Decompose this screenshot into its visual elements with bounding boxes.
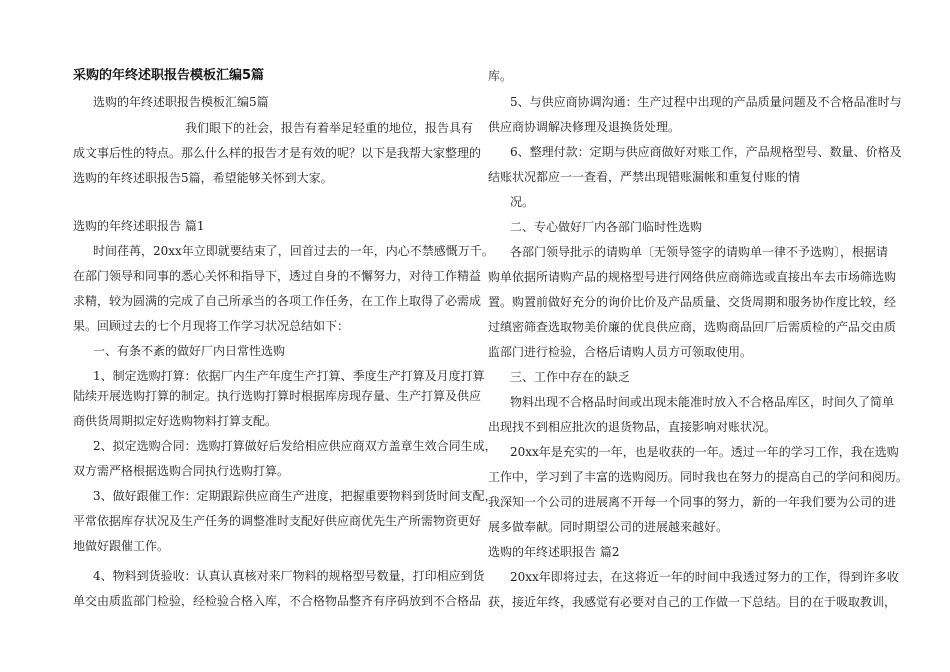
body-line: 在部门领导和同事的悉心关怀和指导下，透过自身的不懈努力，对待工作精益 [73, 269, 482, 283]
body-line: 20xx年是充实的一年，也是收获的一年。透过一年的学习工作，我在选购 [510, 445, 899, 459]
body-line: 果。回顾过去的七个月现将工作学习状况总结如下： [73, 319, 350, 333]
body-line: 一、有条不紊的做好厂内日常性选购 [93, 344, 286, 358]
body-line: 地做好跟催工作。 [73, 539, 170, 553]
body-line: 物料出现不合格品时间或出现未能准时放入不合格品库区，时间久了简单 [510, 395, 895, 409]
body-line: 置。购置前做好充分的询价比价及产品质量、交货周期和服务协作度比较，经 [488, 295, 897, 309]
body-line: 单交由质监部门检验，经检验合格入库，不合格物品整齐有序码放到不合格品 [73, 594, 482, 608]
section-heading: 选购的年终述职报告 篇2 [488, 545, 620, 559]
body-line: 时间荏苒，20xx年立即就要结束了，回首过去的一年，内心不禁感慨万千。 [93, 244, 494, 258]
body-line: 平常依据库存状况及生产任务的调整准时支配好供应商优先生产所需物资更好 [73, 514, 482, 528]
body-line: 各部门领导批示的请购单〔无领导签字的请购单一律不予选购〕，根据请 [510, 245, 889, 259]
body-line: 况。 [510, 195, 535, 209]
body-line: 6、整理付款：定期与供应商做好对账工作，产品规格型号、数量、价格及 [510, 145, 902, 159]
body-line: 过缜密筛查选取物美价廉的优良供应商，选购商品回厂后需质检的产品交由质 [488, 320, 897, 334]
body-line: 双方需严格根据选购合同执行选购打算。 [73, 464, 290, 478]
body-line: 工作中，学习到了丰富的选购阅历。同时我也在努力的提高自己的学问和阅历。 [488, 470, 909, 484]
body-line: 20xx年即将过去，在这将近一年的时间中我透过努力的工作，得到许多收 [510, 570, 899, 584]
body-line: 结账状况都应一一查看，严禁出现错账漏帐和重复付账的情 [488, 170, 801, 184]
body-line: 我深知一个公司的进展离不开每一个同事的努力，新的一年我们要为公司的进 [488, 495, 897, 509]
body-line: 获，接近年终，我感觉有必要对自己的工作做一下总结。目的在于吸取教训， [488, 595, 897, 609]
body-line: 4、物料到货验收：认真认真核对来厂物料的规格型号数量，打印相应到货 [93, 569, 485, 583]
document-title: 采购的年终述职报告模板汇编5篇 [73, 68, 265, 83]
intro-line: 选购的年终述职报告5篇，希望能够关怀到大家。 [73, 171, 333, 185]
section-heading: 三、工作中存在的缺乏 [510, 370, 631, 384]
body-line: 2、拟定选购合同：选购打算做好后发给相应供应商双方盖章生效合同生成， [93, 439, 497, 453]
body-line: 1、制定选购打算：依据厂内生产年度生产打算、季度生产打算及月度打算 [93, 369, 485, 383]
section-heading: 二、专心做好厂内各部门临时性选购 [510, 220, 703, 234]
body-line: 监部门进行检验，合格后请购人员方可领取使用。 [488, 345, 753, 359]
body-line: 5、与供应商协调沟通：生产过程中出现的产品质量问题及不合格品准时与 [510, 95, 902, 109]
body-line: 3、做好跟催工作：定期跟踪供应商生产进度，把握重要物料到货时间支配， [93, 489, 497, 503]
body-line: 出现找不到相应批次的退货物品，直接影响对账状况。 [488, 420, 777, 434]
body-line: 陆续开展选购打算的制定。执行选购打算时根据库房现存量、生产打算及供应 [73, 389, 482, 403]
body-line: 展多做奉献。同时期望公司的进展越来越好。 [488, 520, 729, 534]
intro-line: 我们眼下的社会，报告有着举足轻重的地位，报告具有 [185, 121, 474, 135]
body-line: 购单依据所请购产品的规格型号进行网络供应商筛选或直接出车去市场筛选购 [488, 270, 897, 284]
section-heading: 选购的年终述职报告 篇1 [73, 219, 205, 233]
body-line: 商供货周期拟定好选购物料打算支配。 [73, 414, 278, 428]
intro-line: 成文事后性的特点。那么什么样的报告才是有效的呢？以下是我帮大家整理的 [73, 146, 482, 160]
subtitle: 选购的年终述职报告模板汇编5篇 [93, 95, 269, 109]
body-line: 供应商协调解决修理及退换货处理。 [488, 120, 681, 134]
body-line: 库。 [488, 69, 513, 83]
body-line: 求精，较为圆满的完成了自己所承当的各项工作任务，在工作上取得了必需成 [73, 294, 482, 308]
